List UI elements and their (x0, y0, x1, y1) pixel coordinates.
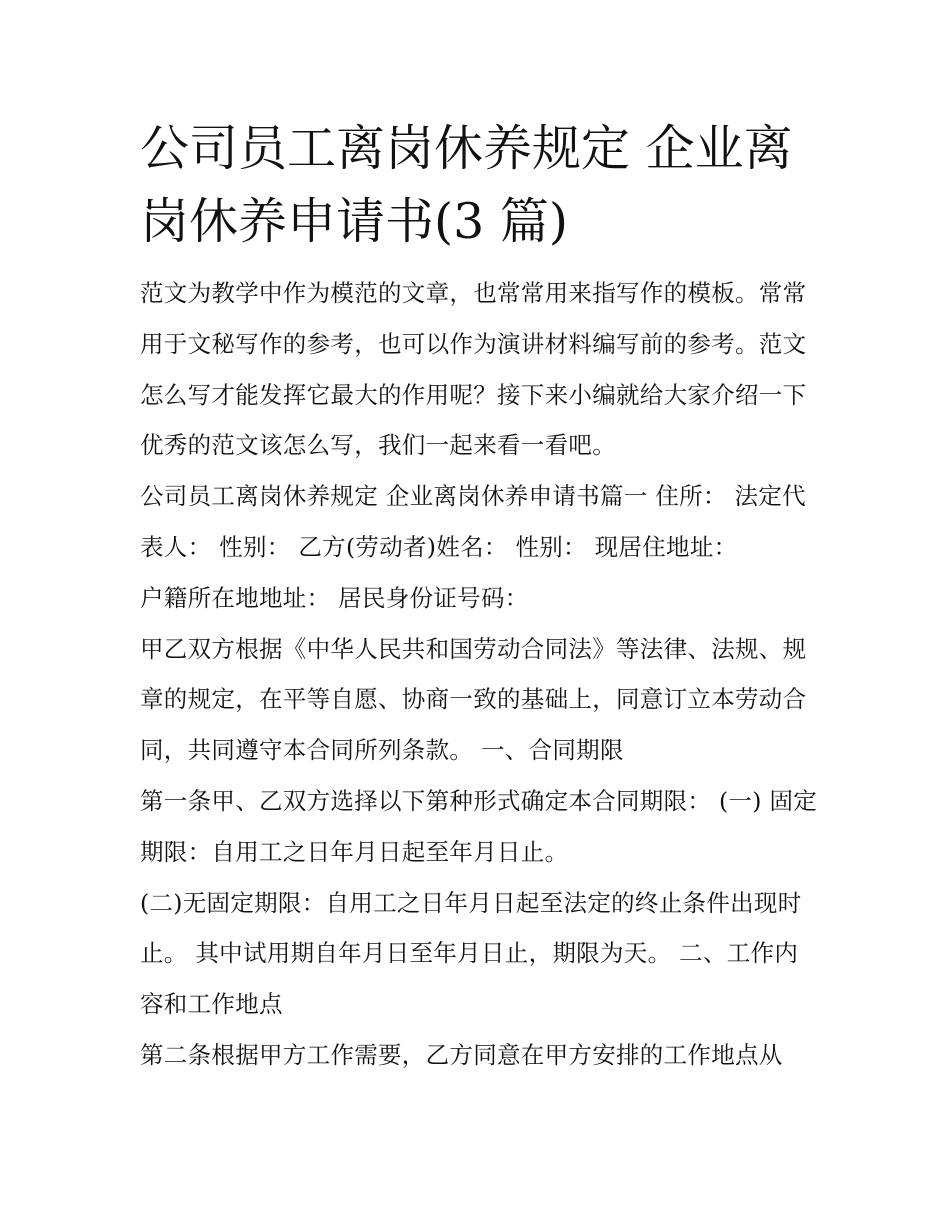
paragraph-household: 户籍所在地地址： 居民身份证号码： (140, 583, 529, 612)
paragraph-indefinite-term: (二)无固定期限：自用工之日年月日起至法定的终止条件出现时止。 其中试用期自年月日至年月日止，期限为天。 二、工作内容和工作地点 (140, 888, 802, 1019)
paragraph-article-1: 第一条甲、乙双方选择以下第种形式确定本合同期限： (一) 固定期限：自用工之日年月日起至年月日止。 (140, 786, 818, 866)
paragraph-party-info: 公司员工离岗休养规定 企业离岗休养申请书篇一 住所： 法定代表人： 性别： 乙方(劳动者)姓名： 性别： 现居住地址： (140, 482, 806, 561)
document-body (140, 268, 820, 1081)
paragraph-article-2: 第二条根据甲方工作需要，乙方同意在甲方安排的工作地点从 (140, 1040, 783, 1069)
paragraph-intro: 范文为教学中作为模范的文章，也常常用来指写作的模板。常常用于文秘写作的参考，也可以作为演讲材料编写前的参考。范文怎么写才能发挥它最大的作用呢？接下来小编就给大家介绍一下优秀的范文该怎么写，我们一起来看一看吧。 (140, 279, 807, 460)
paragraph-agreement: 甲乙双方根据《中华人民共和国劳动合同法》等法律、法规、规章的规定，在平等自愿、协商一致的基础上，同意订立本劳动合同，共同遵守本合同所列条款。 一、合同期限 (140, 634, 807, 765)
document-title: 公司员工离岗休养规定 企业离岗休养申请书(3 篇) (140, 120, 793, 250)
document-page (140, 112, 820, 1081)
